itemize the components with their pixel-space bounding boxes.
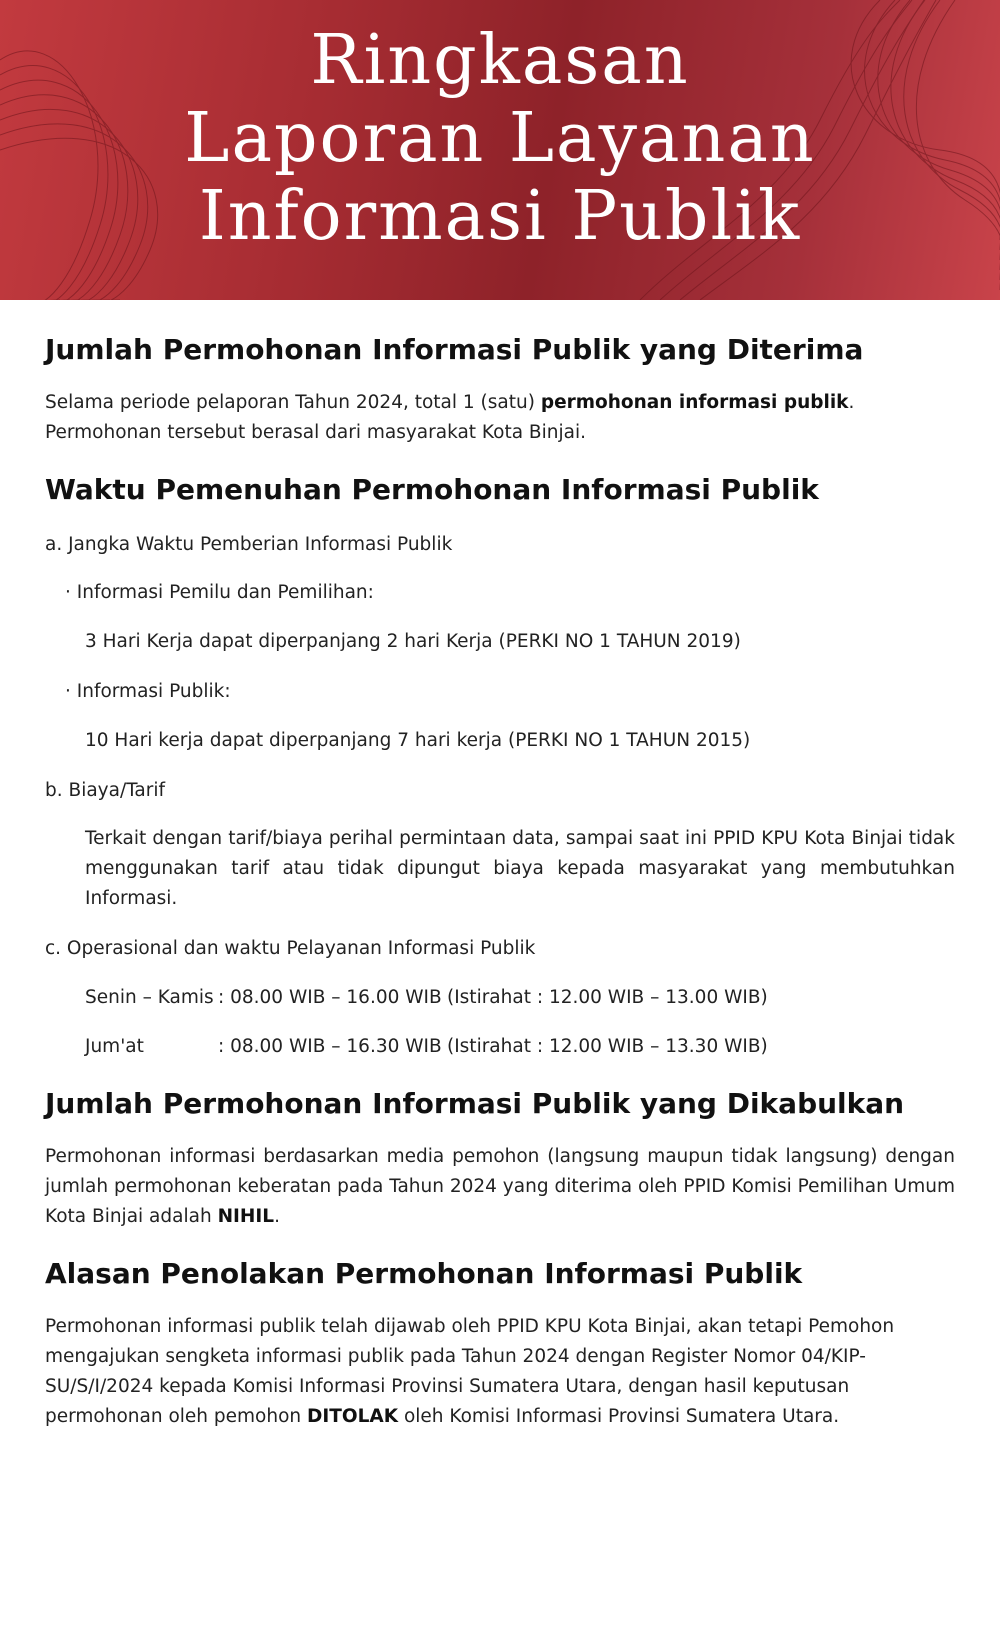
text-segment: . Permohonan tersebut berasal dari masyarakat Kota Binjai. [45, 392, 855, 443]
banner-title-line-2: Laporan Layanan [184, 99, 816, 178]
election-info-deadline: 3 Hari Kerja dapat diperpanjang 2 hari Kerja (PERKI NO 1 TAHUN 2019) [85, 631, 741, 652]
break-time: (Istirahat : 12.00 WIB – 13.00 WIB) [447, 987, 768, 1008]
text-segment: Permohonan informasi publik telah dijawab oleh PPID KPU Kota Binjai, akan tetapi Pemohon mengajukan sengketa informasi publik pada Tahun 2024 dengan Register Nomor 04/KIP-SU/S/I/2024 kepada Komisi Informasi Provinsi Sumatera Utara, dengan hasil keputusan permohonan oleh pemohon [45, 1316, 895, 1427]
list-item-c: c. Operasional dan waktu Pelayanan Informasi Publik [45, 938, 536, 959]
service-time: : 08.00 WIB – 16.30 WIB [218, 1036, 442, 1057]
break-time: (Istirahat : 12.00 WIB – 13.30 WIB) [447, 1036, 768, 1057]
banner-title [0, 22, 1000, 256]
service-day: Senin – Kamis [85, 987, 214, 1008]
bullet-public-info: · Informasi Publik: [65, 681, 231, 702]
section-heading-fulfillment-time: Waktu Pemenuhan Permohonan Informasi Publik [45, 473, 819, 506]
list-item-b: b. Biaya/Tarif [45, 780, 166, 801]
bold-text-segment: NIHIL [217, 1206, 275, 1227]
banner-title-line-3: Informasi Publik [198, 177, 802, 256]
public-info-deadline: 10 Hari kerja dapat diperpanjang 7 hari kerja (PERKI NO 1 TAHUN 2015) [85, 730, 751, 751]
fee-description: Terkait dengan tarif/biaya perihal permintaan data, sampai saat ini PPID KPU Kota Binjai tidak menggunakan tarif atau tidak dipungut biaya kepada masyarakat yang membutuhkan Informasi. [85, 828, 955, 909]
section-heading-received: Jumlah Permohonan Informasi Publik yang Diterima [45, 333, 864, 366]
section-text-received [45, 388, 955, 448]
text-segment: oleh Komisi Informasi Provinsi Sumatera Utara. [398, 1406, 840, 1427]
section-text-granted [45, 1142, 955, 1232]
bold-text-segment: permohonan informasi publik [540, 392, 849, 413]
bullet-election-info: · Informasi Pemilu dan Pemilihan: [65, 582, 374, 603]
section-heading-granted: Jumlah Permohonan Informasi Publik yang Dikabulkan [45, 1087, 905, 1120]
text-segment: . [274, 1206, 280, 1227]
header-banner [0, 0, 1000, 300]
service-time: : 08.00 WIB – 16.00 WIB [218, 987, 442, 1008]
text-segment: Selama periode pelaporan Tahun 2024, total 1 (satu) [45, 392, 541, 413]
section-heading-rejection-reason: Alasan Penolakan Permohonan Informasi Publik [45, 1257, 803, 1290]
text-segment: Permohonan informasi berdasarkan media pemohon (langsung maupun tidak langsung) dengan jumlah permohonan keberatan pada Tahun 2024 yang diterima oleh PPID Komisi Pemilihan Umum Kota Binjai adalah [45, 1146, 955, 1227]
list-item-a: a. Jangka Waktu Pemberian Informasi Publik [45, 534, 453, 555]
service-day: Jum'at [85, 1036, 144, 1057]
banner-title-line-1: Ringkasan [310, 21, 690, 100]
bold-text-segment: DITOLAK [307, 1406, 399, 1427]
section-text-rejection-reason [45, 1312, 955, 1432]
